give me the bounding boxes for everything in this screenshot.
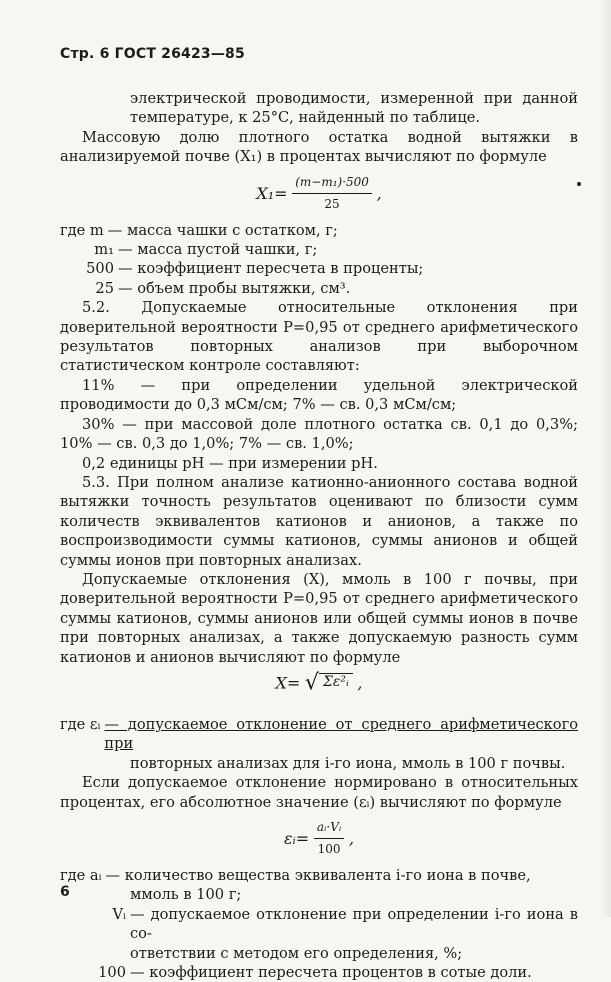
formula-epsilon-fraction <box>314 818 344 860</box>
definition-text: — объем пробы вытяжки, см³. <box>118 279 351 297</box>
formula-x1-numerator: (m−m₁)·500 <box>292 173 372 194</box>
definition-symbol: где m <box>60 221 104 239</box>
definition-continuation: ответствии с методом его определения, %; <box>130 944 463 962</box>
formula-epsilon-denominator: 100 <box>317 842 341 857</box>
paragraph-continuation: электрической проводимости, измеренной при данной температуре, к 25°С, найденный по таблице. <box>130 90 578 127</box>
definition-row <box>60 221 578 240</box>
definition-symbol: m₁ <box>94 241 114 259</box>
definition-symbol: где aᵢ <box>60 867 102 884</box>
formula-x-tail: , <box>357 673 363 693</box>
paragraph-5-3-deviations: Допускаемые отклонения (X), ммоль в 100 г почвы, при доверительной вероятности P=0,95 от среднего арифметического суммы катионов, суммы анионов или общей суммы ионов в почве при повторных анализах, а также допускаемую разность сумм катионов и анионов вычисляют по формуле <box>60 570 578 666</box>
definition-row <box>60 240 578 259</box>
formula-epsilon-tail: , <box>348 829 355 849</box>
scan-edge-shadow <box>599 0 611 917</box>
paragraph-5-2: 5.2. Допускаемые относительные отклонения при доверительной вероятности P=0,95 от среднего арифметического результатов повторных анализов при выборочном статистическом контроле составляют: <box>60 299 578 375</box>
definition-row <box>60 715 578 754</box>
formula-x-radicand: Σε²ᵢ <box>319 673 353 690</box>
definition-text: — количество вещества эквивалента i-го иона в почве, <box>105 867 531 884</box>
scan-speck <box>577 182 581 186</box>
definition-row <box>60 866 578 885</box>
definitions-x1 <box>60 221 578 299</box>
formula-x1-denominator: 25 <box>324 197 340 212</box>
definitions-x <box>60 715 578 773</box>
formula-epsilon-lhs: εᵢ= <box>283 829 310 849</box>
definition-continuation: повторных анализах для i-го иона, ммоль в 100 г почвы. <box>130 754 566 772</box>
formula-x1-lhs: X₁= <box>256 183 288 203</box>
definition-symbol: 500 <box>86 260 114 278</box>
formula-epsilon <box>60 818 578 858</box>
definitions-epsilon <box>60 866 578 982</box>
sqrt-sign-icon: √ <box>304 670 319 696</box>
definition-continuation: ммоль в 100 г; <box>130 886 242 904</box>
definition-row <box>60 259 578 278</box>
definition-row <box>60 279 578 298</box>
paragraph-5-2-residue: 30% — при массовой доле плотного остатка св. 0,1 до 0,3%; 10% — св. 0,3 до 1,0%; 7% — св. 1,0%; <box>60 415 578 453</box>
paragraph-5-2-conductivity: 11% — при определении удельной электрической проводимости до 0,3 мСм/см; 7% — св. 0,3 мСм/см; <box>60 376 578 414</box>
page-header: Стр. 6 ГОСТ 26423—85 <box>60 46 245 62</box>
definition-row <box>60 905 578 944</box>
definition-text: — масса чашки с остатком, г; <box>107 221 338 239</box>
page-content <box>60 89 578 982</box>
definition-text: — коэффициент пересчета процентов в сотые доли. <box>130 964 532 982</box>
formula-x <box>60 670 578 707</box>
page-number: 6 <box>60 884 70 900</box>
formula-x-lhs: X= <box>275 673 301 693</box>
definition-text: — допускаемое отклонение от среднего арифметического при <box>104 715 578 753</box>
definition-symbol: 25 <box>95 279 114 297</box>
definition-symbol: Vᵢ <box>112 905 126 923</box>
formula-x1-fraction <box>292 173 372 215</box>
paragraph-5-3: 5.3. При полном анализе катионно-анионного состава водной вытяжки точность результатов оценивают по близости сумм количеств эквивалентов катионов и анионов, а также по воспроизводимости суммы катионов, суммы анионов и общей суммы ионов при повторных анализах. <box>60 473 578 569</box>
definition-text: — масса пустой чашки, г; <box>118 241 318 259</box>
definition-symbol: где εᵢ <box>60 715 101 733</box>
paragraph-5-2-ph: 0,2 единицы pH — при измерении pH. <box>82 454 378 472</box>
definition-row <box>60 963 578 982</box>
definition-symbol: 100 <box>98 964 126 982</box>
formula-x1 <box>60 173 578 213</box>
definition-text: — допускаемое отклонение при определении i-го иона в со- <box>130 905 578 943</box>
paragraph-mass-fraction: Массовую долю плотного остатка водной вытяжки в анализируемой почве (X₁) в процентах вычисляют по формуле <box>60 128 578 166</box>
formula-x1-tail: , <box>376 183 382 203</box>
definition-text: — коэффициент пересчета в проценты; <box>118 260 424 278</box>
paragraph-relative: Если допускаемое отклонение нормировано в относительных процентах, его абсолютное значение (εᵢ) вычисляют по формуле <box>60 774 578 811</box>
formula-epsilon-numerator: aᵢ·Vᵢ <box>314 818 344 839</box>
